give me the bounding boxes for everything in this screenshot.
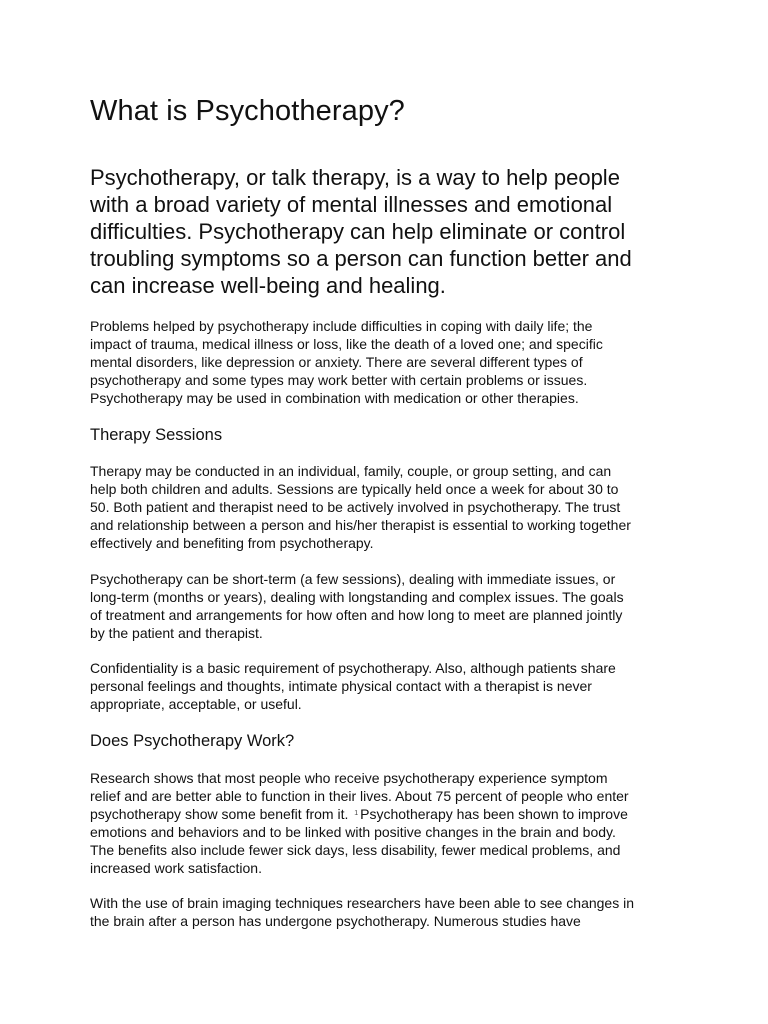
intro-paragraph (90, 317, 690, 407)
paragraph-line: relief and are better able to function in their lives. About 75 percent of people who enter (90, 788, 629, 804)
paragraph-line: psychotherapy and some types may work better with certain problems or issues. (90, 372, 588, 388)
paragraph-line: effectively and benefiting from psychotherapy. (90, 535, 374, 551)
paragraph-line: 50. Both patient and therapist need to be actively involved in psychotherapy. The trust (90, 499, 621, 515)
paragraph-text: Psychotherapy has been shown to improve (360, 806, 628, 822)
paragraph-line: by the patient and therapist. (90, 625, 263, 641)
paragraph-line: personal feelings and thoughts, intimate physical contact with a therapist is never (90, 678, 592, 694)
lead-line: can increase well-being and healing. (90, 273, 446, 298)
paragraph-line: help both children and adults. Sessions are typically held once a week for about 30 to (90, 481, 619, 497)
paragraph-line: With the use of brain imaging techniques researchers have been able to see changes in (90, 895, 635, 911)
paragraph-line: appropriate, acceptable, or useful. (90, 696, 302, 712)
paragraph-line: Research shows that most people who receive psychotherapy experience symptom (90, 770, 608, 786)
paragraph-line: mental disorders, like depression or anxiety. There are several different types of (90, 354, 583, 370)
lead-line: difficulties. Psychotherapy can help eliminate or control (90, 219, 626, 244)
paragraph-line: impact of trauma, medical illness or loss, like the death of a loved one; and specific (90, 336, 603, 352)
page-title: What is Psychotherapy? (90, 95, 405, 127)
paragraph-text: psychotherapy show some benefit from it. (90, 806, 349, 822)
paragraph-line: Psychotherapy can be short-term (a few sessions), dealing with immediate issues, or (90, 571, 616, 587)
section-heading-does-psychotherapy-work: Does Psychotherapy Work? (90, 732, 295, 750)
paragraph-line: Problems helped by psychotherapy include difficulties in coping with daily life; the (90, 318, 593, 334)
paragraph-line: Therapy may be conducted in an individual, family, couple, or group setting, and can (90, 463, 612, 479)
lead-line: Psychotherapy, or talk therapy, is a way to help people (90, 165, 620, 190)
sessions-paragraph-1 (90, 462, 690, 552)
lead-line: troubling symptoms so a person can function better and (90, 246, 632, 271)
paragraph-line: Psychotherapy may be used in combination with medication or other therapies. (90, 390, 579, 406)
work-paragraph-1 (90, 769, 690, 877)
paragraph-line: of treatment and arrangements for how often and how long to meet are planned jointly (90, 607, 623, 623)
paragraph-line: long-term (months or years), dealing with longstanding and complex issues. The goals (90, 589, 624, 605)
paragraph-line: and relationship between a person and his/her therapist is essential to working together (90, 517, 631, 533)
paragraph-line: increased work satisfaction. (90, 860, 262, 876)
paragraph-line: The benefits also include fewer sick days, less disability, fewer medical problems, and (90, 842, 621, 858)
sessions-paragraph-3 (90, 659, 690, 713)
section-heading-therapy-sessions: Therapy Sessions (90, 426, 223, 444)
work-paragraph-2 (90, 894, 690, 930)
footnote-marker[interactable]: 1 (354, 810, 359, 817)
lead-paragraph (90, 164, 690, 299)
lead-line: with a broad variety of mental illnesses and emotional (90, 192, 613, 217)
paragraph-line: Confidentiality is a basic requirement of psychotherapy. Also, although patients share (90, 660, 616, 676)
sessions-paragraph-2 (90, 570, 690, 642)
paragraph-line-with-footnote (90, 805, 690, 823)
paragraph-line: the brain after a person has undergone psychotherapy. Numerous studies have (90, 913, 581, 929)
paragraph-line: emotions and behaviors and to be linked with positive changes in the brain and body. (90, 824, 616, 840)
